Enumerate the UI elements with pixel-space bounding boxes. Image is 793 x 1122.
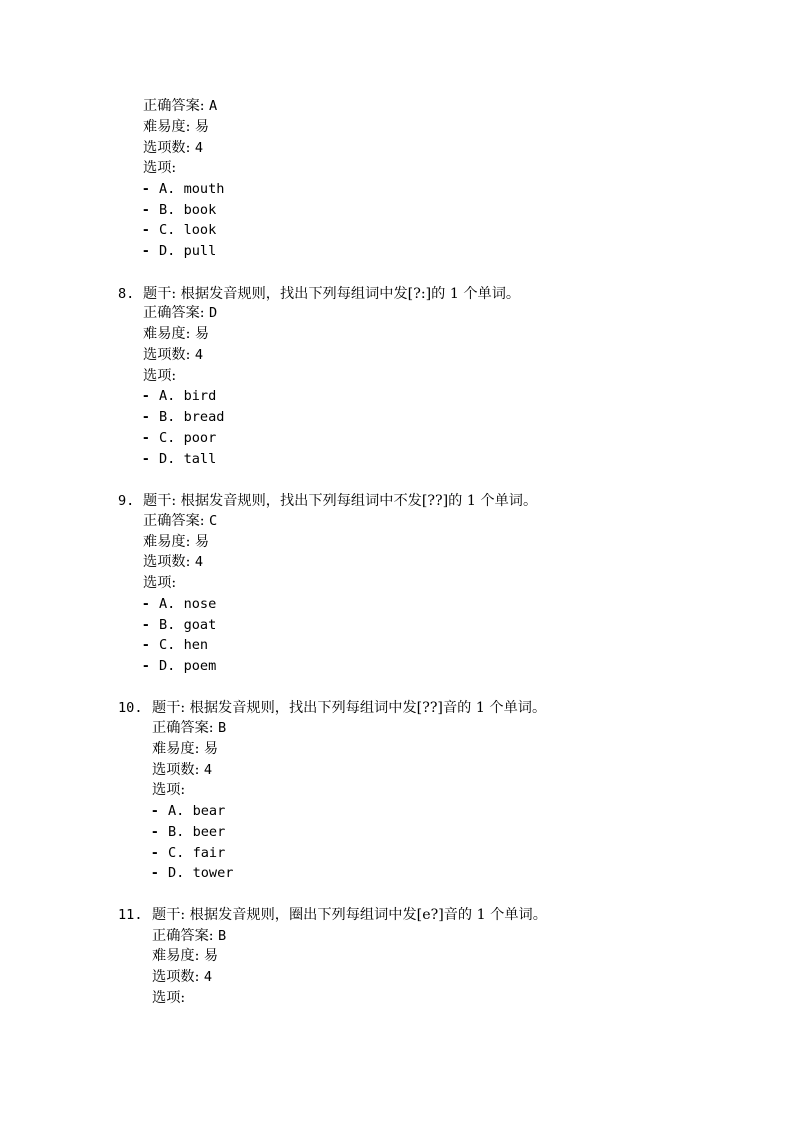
option-letter: B. xyxy=(168,824,185,840)
option-text: tall xyxy=(183,451,217,467)
bullet-icon: - xyxy=(143,658,149,674)
option-item xyxy=(152,863,233,883)
question-stem: 根据发音规则，圈出下列每组词中发[e?]音的 1 个单词。 xyxy=(189,907,547,923)
correct-answer-label: 正确答案: xyxy=(143,98,205,114)
option-letter: C. xyxy=(159,430,176,446)
question-number: 8. xyxy=(118,286,135,302)
option-letter: A. xyxy=(168,803,185,819)
question-stem-line xyxy=(118,905,547,925)
difficulty-value: 易 xyxy=(194,326,210,342)
option-count-line xyxy=(143,138,203,158)
option-text: beer xyxy=(192,824,226,840)
correct-answer-line xyxy=(152,718,226,738)
correct-answer-value: B xyxy=(218,720,227,736)
difficulty-line xyxy=(143,117,209,137)
option-item xyxy=(143,179,224,199)
correct-answer-line xyxy=(143,511,217,531)
option-count-value: 4 xyxy=(203,762,213,778)
option-text: bread xyxy=(183,409,225,425)
option-item xyxy=(143,428,216,448)
option-letter: A. xyxy=(159,181,176,197)
option-item xyxy=(143,220,216,240)
option-letter: C. xyxy=(159,222,176,238)
option-text: bird xyxy=(183,388,217,404)
option-count-line xyxy=(152,760,212,780)
option-text: goat xyxy=(183,617,217,633)
option-item xyxy=(143,594,216,614)
question-number: 11. xyxy=(118,907,143,923)
option-letter: D. xyxy=(159,451,176,467)
option-count-label: 选项数: xyxy=(143,347,191,363)
correct-answer-label: 正确答案: xyxy=(143,513,205,529)
bullet-icon: - xyxy=(143,181,149,197)
option-item xyxy=(152,843,225,863)
option-item xyxy=(143,200,216,220)
stem-label: 题干: xyxy=(152,907,186,923)
option-item xyxy=(143,407,224,427)
option-item xyxy=(143,635,208,655)
correct-answer-label: 正确答案: xyxy=(152,928,214,944)
option-count-line xyxy=(143,552,203,572)
option-text: nose xyxy=(183,596,217,612)
question-number: 10. xyxy=(118,700,143,716)
options-label: 选项: xyxy=(143,368,177,384)
options-label: 选项: xyxy=(143,160,177,176)
difficulty-value: 易 xyxy=(194,119,210,135)
difficulty-value: 易 xyxy=(203,741,219,757)
question-stem: 根据发音规则，找出下列每组词中不发[??]的 1 个单词。 xyxy=(180,493,538,509)
question-stem-line xyxy=(118,491,537,511)
difficulty-label: 难易度: xyxy=(152,741,200,757)
option-text: fair xyxy=(192,845,226,861)
option-count-label: 选项数: xyxy=(143,554,191,570)
correct-answer-value: A xyxy=(209,98,218,114)
bullet-icon: - xyxy=(143,617,149,633)
option-letter: B. xyxy=(159,202,176,218)
correct-answer-line xyxy=(152,926,226,946)
difficulty-line xyxy=(143,324,209,344)
bullet-icon: - xyxy=(143,409,149,425)
correct-answer-value: C xyxy=(209,513,218,529)
option-letter: C. xyxy=(168,845,185,861)
question-stem-line xyxy=(118,698,546,718)
bullet-icon: - xyxy=(143,430,149,446)
option-text: poor xyxy=(183,430,217,446)
difficulty-line xyxy=(143,532,209,552)
bullet-icon: - xyxy=(152,803,158,819)
option-text: pull xyxy=(183,243,217,259)
bullet-icon: - xyxy=(143,451,149,467)
bullet-icon: - xyxy=(143,388,149,404)
bullet-icon: - xyxy=(143,243,149,259)
correct-answer-value: B xyxy=(218,928,227,944)
difficulty-label: 难易度: xyxy=(143,119,191,135)
difficulty-label: 难易度: xyxy=(143,534,191,550)
difficulty-value: 易 xyxy=(203,948,219,964)
option-text: bear xyxy=(192,803,226,819)
options-label: 选项: xyxy=(152,782,186,798)
options-label: 选项: xyxy=(152,990,186,1006)
bullet-icon: - xyxy=(143,596,149,612)
option-letter: A. xyxy=(159,388,176,404)
option-item xyxy=(143,241,216,261)
bullet-icon: - xyxy=(143,202,149,218)
question-stem: 根据发音规则，找出下列每组词中发[?:]的 1 个单词。 xyxy=(180,286,521,302)
difficulty-label: 难易度: xyxy=(143,326,191,342)
difficulty-value: 易 xyxy=(194,534,210,550)
option-letter: D. xyxy=(159,243,176,259)
option-item xyxy=(152,801,225,821)
option-letter: D. xyxy=(168,865,185,881)
options-label: 选项: xyxy=(143,575,177,591)
question-stem: 根据发音规则，找出下列每组词中发[??]音的 1 个单词。 xyxy=(189,700,547,716)
question-number: 9. xyxy=(118,493,135,509)
option-letter: D. xyxy=(159,658,176,674)
correct-answer-line xyxy=(143,303,217,323)
option-text: hen xyxy=(183,637,209,653)
stem-label: 题干: xyxy=(143,286,177,302)
option-count-label: 选项数: xyxy=(152,762,200,778)
option-item xyxy=(143,449,216,469)
option-count-label: 选项数: xyxy=(152,969,200,985)
stem-label: 题干: xyxy=(143,493,177,509)
option-text: book xyxy=(183,202,217,218)
option-letter: C. xyxy=(159,637,176,653)
difficulty-label: 难易度: xyxy=(152,948,200,964)
option-item xyxy=(143,615,216,635)
option-item xyxy=(143,656,216,676)
bullet-icon: - xyxy=(152,845,158,861)
correct-answer-label: 正确答案: xyxy=(143,305,205,321)
option-count-line xyxy=(143,345,203,365)
option-text: look xyxy=(183,222,217,238)
option-count-value: 4 xyxy=(203,969,213,985)
option-count-line xyxy=(152,967,212,987)
bullet-icon: - xyxy=(143,222,149,238)
option-text: mouth xyxy=(183,181,225,197)
option-letter: B. xyxy=(159,617,176,633)
option-count-label: 选项数: xyxy=(143,140,191,156)
option-text: tower xyxy=(192,865,234,881)
option-item xyxy=(143,386,216,406)
question-stem-line xyxy=(118,284,520,304)
bullet-icon: - xyxy=(152,824,158,840)
correct-answer-value: D xyxy=(209,305,218,321)
difficulty-line xyxy=(152,739,218,759)
option-item xyxy=(152,822,225,842)
correct-answer-line xyxy=(143,96,217,116)
option-text: poem xyxy=(183,658,217,674)
bullet-icon: - xyxy=(152,865,158,881)
option-count-value: 4 xyxy=(194,554,204,570)
option-letter: B. xyxy=(159,409,176,425)
option-letter: A. xyxy=(159,596,176,612)
correct-answer-label: 正确答案: xyxy=(152,720,214,736)
difficulty-line xyxy=(152,946,218,966)
bullet-icon: - xyxy=(143,637,149,653)
option-count-value: 4 xyxy=(194,140,204,156)
option-count-value: 4 xyxy=(194,347,204,363)
stem-label: 题干: xyxy=(152,700,186,716)
